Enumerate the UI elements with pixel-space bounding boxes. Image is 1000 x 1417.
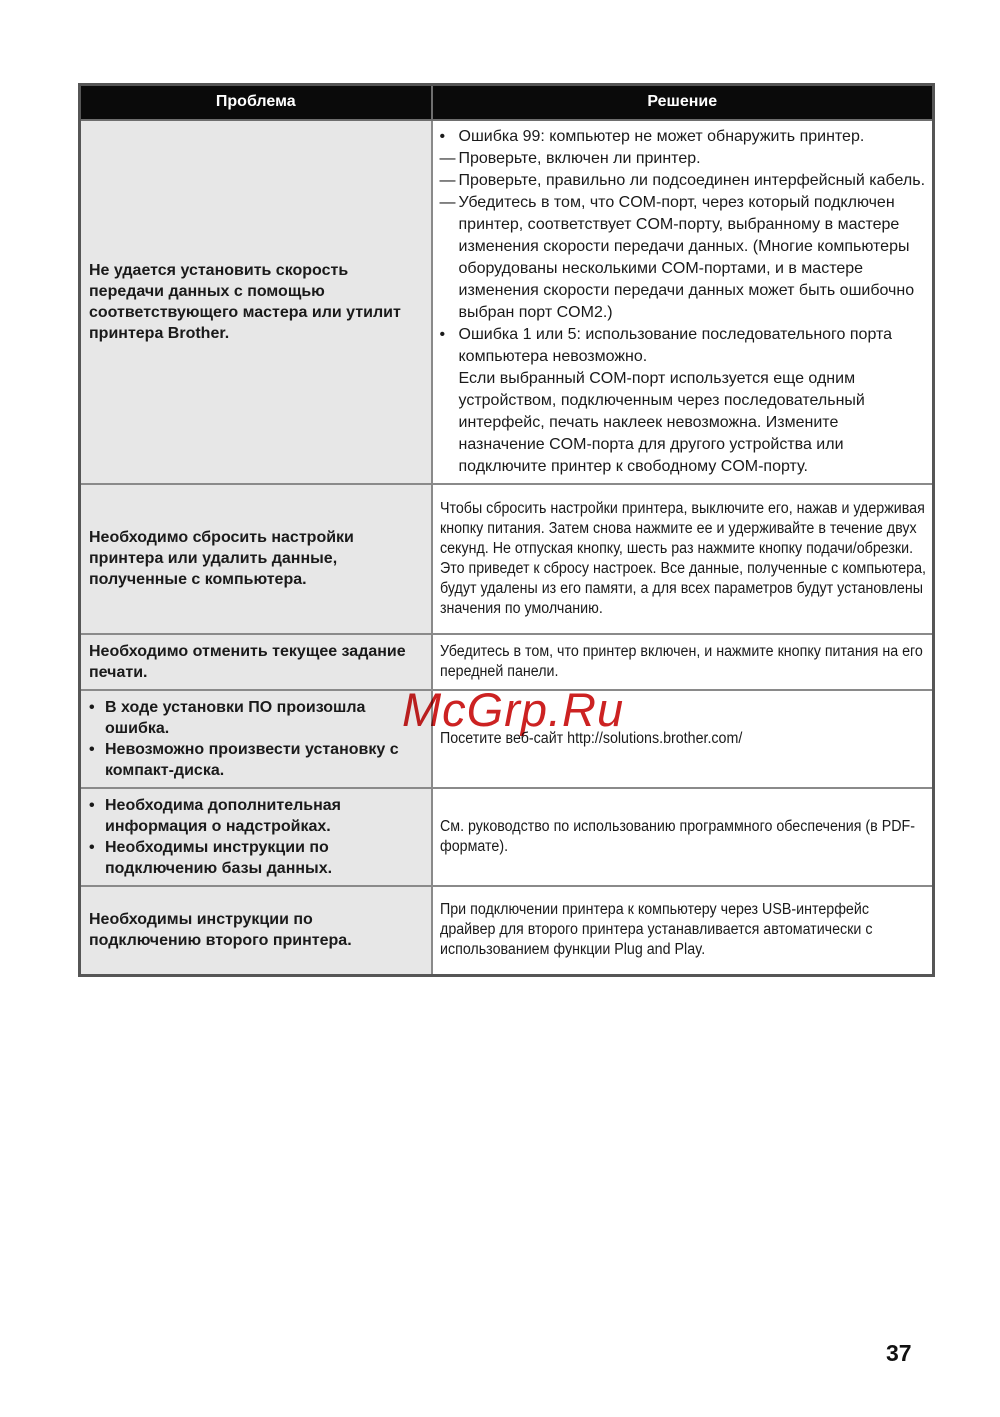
- cell-content: [440, 642, 927, 682]
- paragraph: [89, 909, 425, 951]
- item-text: Необходимо сбросить настройки принтера или удалить данные, полученные с компьютера.: [89, 529, 354, 588]
- page-number: 37: [886, 1340, 912, 1366]
- problem-cell: [80, 886, 432, 976]
- item-text: Необходимы инструкции по подключению второго принтера.: [89, 911, 352, 950]
- item-text: Это приведет к сбросу настроек. Все данные, полученные с компьютера, будут удалены из его памяти, а для всех параметров будут установлены значения по умолчанию.: [439, 559, 926, 617]
- paragraph: [440, 559, 927, 619]
- bullet-marker: •: [89, 838, 95, 856]
- paragraph: [440, 368, 927, 478]
- solution-cell: [432, 484, 934, 634]
- paragraph: [440, 499, 927, 559]
- troubleshooting-table: [78, 83, 935, 977]
- bullet-item: [89, 795, 425, 837]
- table-row: [80, 788, 934, 886]
- item-text: Проверьте, включен ли принтер.: [458, 149, 701, 167]
- item-text: Убедитесь в том, что COM-порт, через который подключен принтер, соответствует COM-порту, выбранному в мастере изменения скорости передачи данных. (Многие компьютеры оборудованы несколькими COM-портами, и в мастере изменения скорости передачи данных может быть ошибочно выбран порт COM2.): [458, 193, 915, 321]
- bullet-marker: •: [89, 698, 95, 716]
- paragraph: [89, 260, 425, 344]
- item-text: См. руководство по использованию программного обеспечения (в PDF-формате).: [439, 817, 915, 855]
- cell-content: [89, 260, 425, 344]
- item-text: Проверьте, правильно ли подсоединен интерфейсный кабель.: [458, 171, 926, 189]
- item-text: Если выбранный COM-порт используется еще одним устройством, подключенным через последовательный интерфейс, печать наклеек невозможна. Измените назначение COM-порта для другого устройства или подключите принтер к свободному COM-порту.: [458, 369, 865, 475]
- table-row: [80, 484, 934, 634]
- bullet-item: [89, 697, 425, 739]
- item-text: Чтобы сбросить настройки принтера, выключите его, нажав и удерживая кнопку питания. Затем снова нажмите ее и удерживайте в течение двух секунд. Не отпуская кнопку, шесть раз нажмите кнопку подачи/обрезки.: [439, 499, 925, 557]
- table-header-row: [80, 85, 934, 120]
- item-text: Необходимо отменить текущее задание печати.: [89, 642, 406, 681]
- dash-item: [440, 170, 927, 192]
- bullet-marker: •: [89, 796, 95, 814]
- bullet-marker: •: [439, 127, 446, 145]
- bullet-marker: •: [439, 325, 446, 343]
- cell-content: [89, 697, 425, 781]
- item-text: Невозможно произвести установку с компакт-диска.: [105, 740, 399, 779]
- bullet-item: [440, 126, 927, 148]
- dash-item: [440, 192, 927, 324]
- dash-marker: —: [439, 171, 456, 189]
- cell-content: [440, 900, 927, 960]
- dash-item: [440, 148, 927, 170]
- paragraph: [440, 642, 927, 682]
- cell-content: [89, 527, 425, 590]
- table-row: [80, 886, 934, 976]
- item-text: Необходимы инструкции по подключению базы данных.: [105, 838, 333, 877]
- table-row: [80, 120, 934, 484]
- column-header-problem: Проблема: [80, 85, 432, 120]
- problem-cell: [80, 788, 432, 886]
- paragraph: [89, 641, 425, 683]
- solution-cell: [432, 788, 934, 886]
- item-text: Ошибка 1 или 5: использование последовательного порта компьютера невозможно.: [458, 325, 893, 365]
- item-text: Посетите веб-сайт http://solutions.brother.com/: [439, 729, 742, 747]
- problem-cell: [80, 120, 432, 484]
- paragraph: [440, 817, 927, 857]
- cell-content: [89, 641, 425, 683]
- paragraph: [89, 527, 425, 590]
- item-text: Ошибка 99: компьютер не может обнаружить принтер.: [458, 127, 865, 145]
- bullet-item: [89, 837, 425, 879]
- cell-content: [440, 126, 927, 478]
- item-text: Необходима дополнительная информация о надстройках.: [105, 796, 341, 835]
- cell-content: [89, 909, 425, 951]
- item-text: В ходе установки ПО произошла ошибка.: [105, 698, 366, 737]
- watermark: McGrp.Ru: [402, 683, 625, 736]
- solution-cell: [432, 886, 934, 976]
- column-header-solution: Решение: [432, 85, 934, 120]
- dash-marker: —: [439, 193, 456, 211]
- problem-cell: [80, 634, 432, 690]
- cell-content: [440, 499, 927, 619]
- bullet-marker: •: [89, 740, 95, 758]
- item-text: Убедитесь в том, что принтер включен, и нажмите кнопку питания на его передней панели.: [439, 642, 923, 680]
- item-text: Не удается установить скорость передачи данных с помощью соответствующего мастера или утилит принтера Brother.: [89, 261, 401, 342]
- cell-content: [440, 817, 927, 857]
- solution-cell: [432, 120, 934, 484]
- cell-content: [89, 795, 425, 879]
- paragraph: [440, 900, 927, 960]
- dash-marker: —: [439, 149, 456, 167]
- bullet-item: [440, 324, 927, 368]
- bullet-item: [89, 739, 425, 781]
- problem-cell: [80, 690, 432, 788]
- problem-cell: [80, 484, 432, 634]
- item-text: При подключении принтера к компьютеру через USB-интерфейс драйвер для второго принтера устанавливается автоматически с использованием функции Plug and Play.: [439, 901, 872, 959]
